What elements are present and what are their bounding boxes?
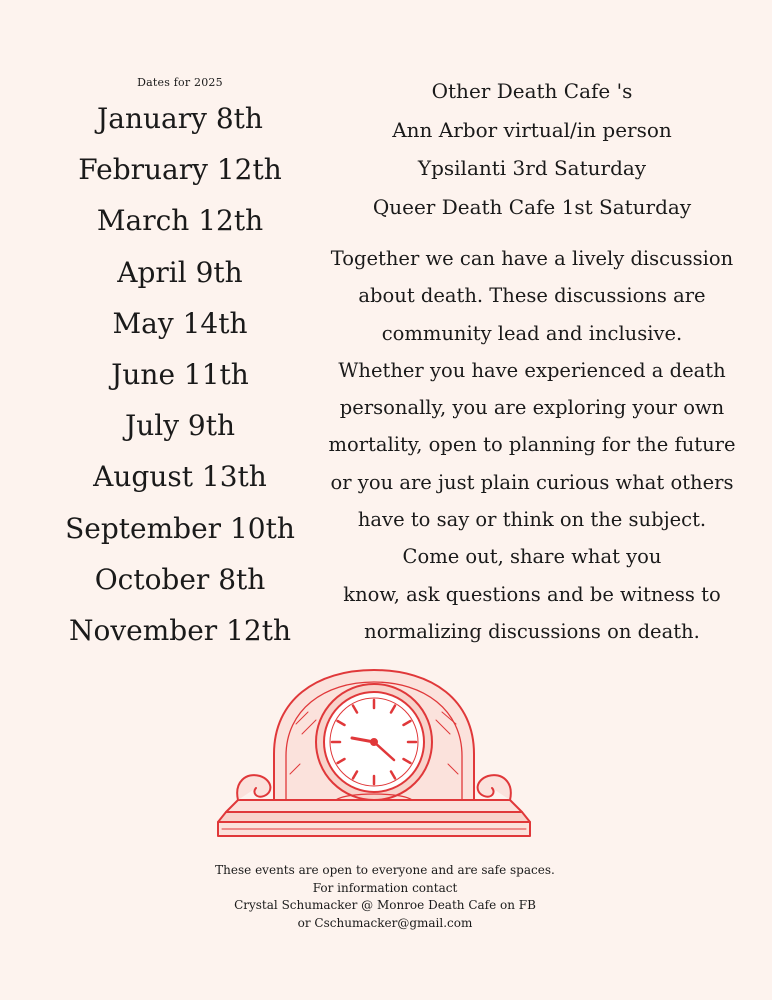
footer-line: Crystal Schumacker @ Monroe Death Cafe on FB bbox=[234, 898, 536, 913]
description-line: normalizing discussions on death. bbox=[364, 619, 700, 643]
mantel-clock-icon bbox=[216, 664, 532, 844]
date-item: April 9th bbox=[117, 255, 243, 289]
date-item: February 12th bbox=[78, 153, 282, 187]
other-cafes-title: Other Death Cafe 's bbox=[431, 79, 633, 103]
contact-footer bbox=[180, 862, 590, 933]
info-column bbox=[322, 72, 742, 650]
date-item: March 12th bbox=[96, 204, 264, 238]
description-line: have to say or think on the subject. bbox=[357, 508, 707, 532]
description-line: know, ask questions and be witness to bbox=[343, 582, 721, 606]
description-line: Together we can have a lively discussion bbox=[330, 247, 734, 270]
date-item: September 10th bbox=[65, 511, 295, 545]
description-line: about death. These discussions are bbox=[358, 284, 706, 308]
other-cafe-item: Queer Death Cafe 1st Saturday bbox=[372, 194, 692, 219]
description-line: Whether you have experienced a death bbox=[338, 358, 726, 382]
footer-line: For information contact bbox=[312, 880, 458, 895]
description-line: personally, you are exploring your own bbox=[339, 396, 725, 420]
description-line: mortality, open to planning for the future bbox=[328, 433, 736, 457]
date-item: June 11th bbox=[111, 358, 249, 392]
date-item: November 12th bbox=[69, 614, 291, 648]
description-paragraph bbox=[322, 240, 742, 650]
date-item: August 13th bbox=[93, 460, 267, 494]
date-item: July 9th bbox=[124, 409, 236, 443]
other-cafe-item: Ypsilanti 3rd Saturday bbox=[417, 156, 647, 180]
date-item: October 8th bbox=[94, 562, 266, 596]
other-cafes-list bbox=[322, 72, 742, 226]
dates-heading: Dates for 2025 bbox=[137, 76, 223, 89]
description-line: Come out, share what you bbox=[402, 545, 662, 569]
date-item: May 14th bbox=[112, 306, 248, 340]
other-cafe-item: Ann Arbor virtual/in person bbox=[392, 117, 672, 142]
dates-column bbox=[60, 76, 300, 656]
description-line: or you are just plain curious what others bbox=[330, 470, 734, 494]
description-line: community lead and inclusive. bbox=[381, 321, 683, 345]
date-list bbox=[60, 93, 300, 656]
contact-email: or Cschumacker@gmail.com bbox=[297, 916, 473, 931]
date-item: January 8th bbox=[97, 102, 263, 135]
footer-line: These events are open to everyone and are safe spaces. bbox=[215, 863, 555, 877]
